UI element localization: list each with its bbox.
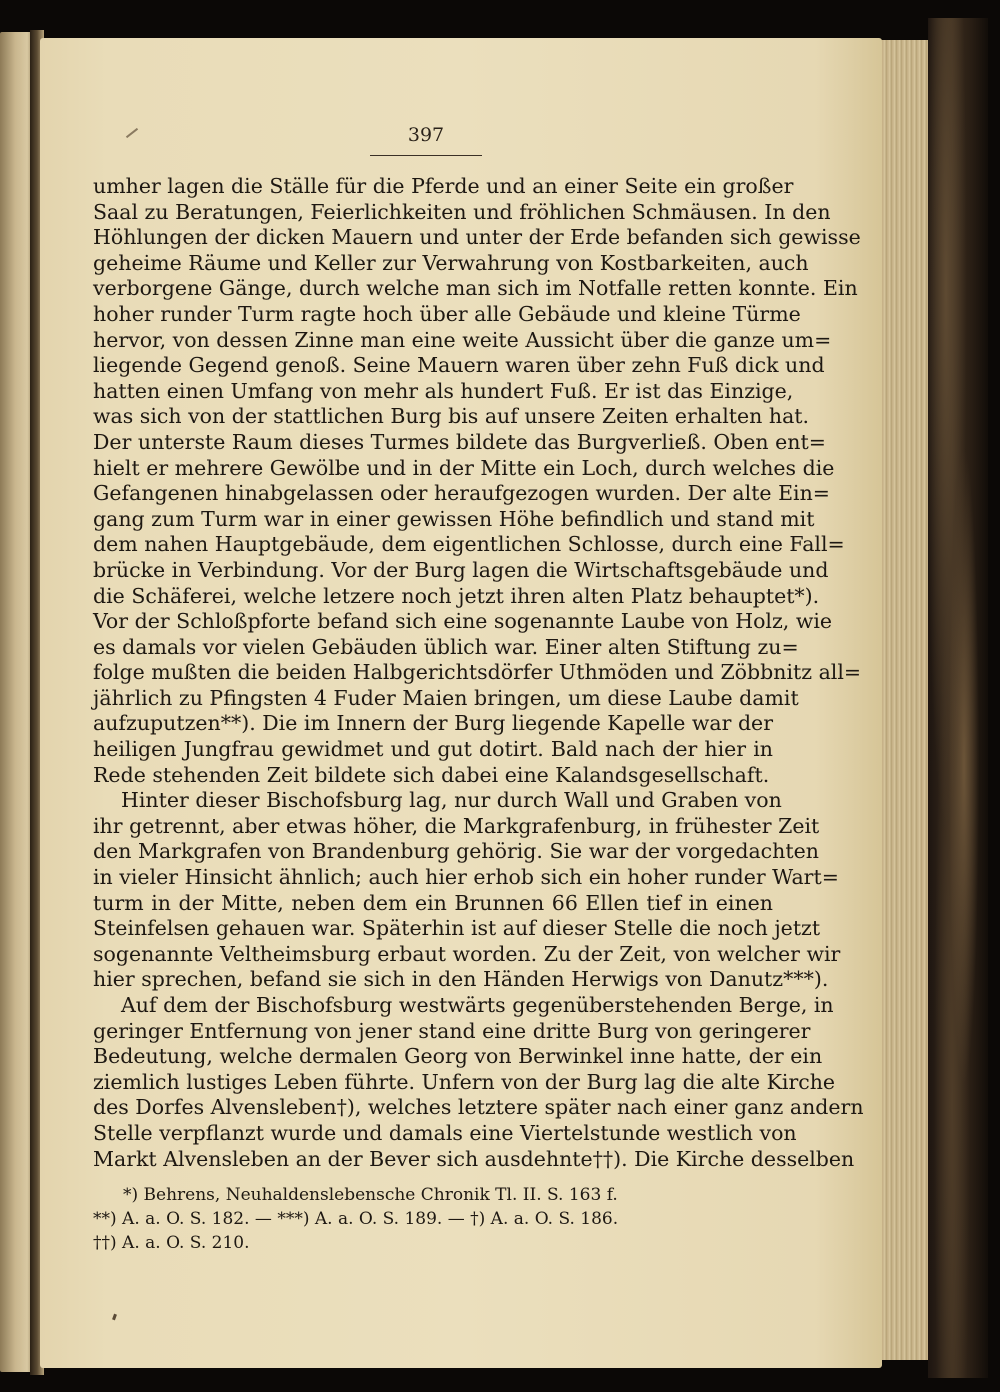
text-line: Bedeutung, welche dermalen Georg von Berwinkel inne hatte, der ein xyxy=(93,1044,823,1069)
header-rule xyxy=(370,155,482,156)
text-line: Höhlungen der dicken Mauern und unter der Erde befanden sich gewisse xyxy=(93,225,861,250)
text-line: Vor der Schloßpforte befand sich eine sogenannte Laube von Holz, wie xyxy=(93,609,833,634)
text-line: in vieler Hinsicht ähnlich; auch hier erhob sich ein hoher runder Wart= xyxy=(93,865,839,890)
text-line: Saal zu Beratungen, Feierlichkeiten und fröhlichen Schmäusen. In den xyxy=(93,199,831,224)
text-line: liegende Gegend genoß. Seine Mauern waren über zehn Fuß dick und xyxy=(93,353,825,378)
text-line: brücke in Verbindung. Vor der Burg lagen die Wirtschaftsgebäude und xyxy=(93,557,829,582)
text-line: Markt Alvensleben an der Bever sich ausdehnte††). Die Kirche desselben xyxy=(93,1146,855,1171)
text-line: hervor, von dessen Zinne man eine weite Aussicht über die ganze um= xyxy=(93,327,832,352)
page-block-edges xyxy=(878,40,934,1360)
text-line: hielt er mehrere Gewölbe und in der Mitte ein Loch, durch welches die xyxy=(93,455,835,480)
text-line: aufzuputzen**). Die im Innern der Burg liegende Kapelle war der xyxy=(93,711,773,736)
text-line: turm in der Mitte, neben dem ein Brunnen 66 Ellen tief in einen xyxy=(93,890,773,915)
text-line: jährlich zu Pfingsten 4 Fuder Maien bringen, um diese Laube damit xyxy=(93,685,799,710)
text-line: gang zum Turm war in einer gewissen Höhe befindlich und stand mit xyxy=(93,506,815,531)
text-line: Steinfelsen gehauen war. Späterhin ist auf dieser Stelle die noch jetzt xyxy=(93,916,821,941)
footnotes xyxy=(93,1183,733,1255)
text-line: Auf dem der Bischofsburg westwärts gegenüberstehenden Berge, in xyxy=(121,993,834,1017)
text-line: es damals vor vielen Gebäuden üblich war. Einer alten Stiftung zu= xyxy=(93,634,799,659)
footnote: *) Behrens, Neuhaldenslebensche Chronik Tl. II. S. 163 f. xyxy=(123,1185,618,1205)
text-line: Hinter dieser Bischofsburg lag, nur durch Wall und Graben von xyxy=(121,788,782,813)
footnote: **) A. a. O. S. 182. — ***) A. a. O. S. 189. — †) A. a. O. S. 186. xyxy=(93,1209,619,1229)
text-line: des Dorfes Alvensleben†), welches letztere später nach einer ganz andern xyxy=(93,1095,864,1120)
text-line: die Schäferei, welche letzere noch jetzt ihren alten Platz behauptet*). xyxy=(93,583,820,608)
text-line: hatten einen Umfang von mehr als hundert Fuß. Er ist das Einzige, xyxy=(93,378,794,403)
text-line: Rede stehenden Zeit bildete sich dabei eine Kalandsgesellschaft. xyxy=(93,762,770,787)
text-line: den Markgrafen von Brandenburg gehörig. Sie war der vorgedachten xyxy=(93,839,819,864)
text-line: heiligen Jungfrau gewidmet und gut dotirt. Bald nach der hier in xyxy=(93,737,773,762)
book-cover-edge xyxy=(928,18,988,1378)
text-line: hier sprechen, befand sie sich in den Händen Herwigs von Danutz***). xyxy=(93,967,829,992)
page-number: 397 xyxy=(407,124,445,146)
text-line: Stelle verpflanzt wurde und damals eine Viertelstunde westlich von xyxy=(93,1120,797,1145)
text-line: hoher runder Turm ragte hoch über alle Gebäude und kleine Türme xyxy=(93,301,801,326)
text-line: dem nahen Hauptgebäude, dem eigentlichen Schlosse, durch eine Fall= xyxy=(93,532,845,557)
text-line: verborgene Gänge, durch welche man sich im Notfalle retten konnte. Ein xyxy=(93,276,858,301)
text-line: umher lagen die Ställe für die Pferde und an einer Seite ein großer xyxy=(93,174,794,198)
footnote: ††) A. a. O. S. 210. xyxy=(93,1233,250,1253)
text-line: geheime Räume und Keller zur Verwahrung von Kostbarkeiten, auch xyxy=(93,250,809,275)
text-line: folge mußten die beiden Halbgerichtsdörfer Uthmöden und Zöbbnitz all= xyxy=(93,660,862,685)
text-line: was sich von der stattlichen Burg bis auf unsere Zeiten erhalten hat. xyxy=(93,404,810,429)
text-line: Der unterste Raum dieses Turmes bildete das Burgverließ. Oben ent= xyxy=(93,429,826,454)
facing-page-edge xyxy=(0,32,34,1372)
text-line: Gefangenen hinabgelassen oder heraufgezogen wurden. Der alte Ein= xyxy=(93,481,830,506)
text-line: ihr getrennt, aber etwas höher, die Markgrafenburg, in frühester Zeit xyxy=(93,813,820,838)
text-line: ziemlich lustiges Leben führte. Unfern von der Burg lag die alte Kirche xyxy=(93,1069,836,1094)
body-text xyxy=(93,174,864,1172)
text-line: sogenannte Veltheimsburg erbaut worden. Zu der Zeit, von welcher wir xyxy=(93,941,841,966)
text-line: geringer Entfernung von jener stand eine dritte Burg von geringerer xyxy=(93,1018,811,1043)
